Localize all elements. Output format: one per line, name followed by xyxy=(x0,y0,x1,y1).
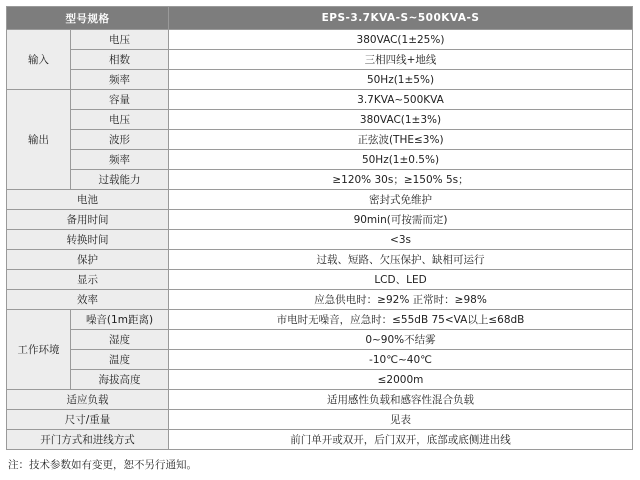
group-input: 输入 xyxy=(7,30,71,90)
row-label: 容量 xyxy=(71,90,169,110)
table-row xyxy=(7,30,633,50)
table-row xyxy=(7,390,633,410)
group-output: 输出 xyxy=(7,90,71,190)
table-row xyxy=(7,130,633,150)
row-value: 50Hz(1±5%) xyxy=(169,70,633,90)
table-row xyxy=(7,270,633,290)
row-value: 市电时无噪音，应急时：≤55dB 75<VA以上≤68dB xyxy=(169,310,633,330)
row-label: 过载能力 xyxy=(71,170,169,190)
table-row xyxy=(7,330,633,350)
row-value: 见表 xyxy=(169,410,633,430)
row-value: 适用感性负载和感容性混合负载 xyxy=(169,390,633,410)
row-label: 显示 xyxy=(7,270,169,290)
row-value: 90min(可按需而定) xyxy=(169,210,633,230)
table-row xyxy=(7,50,633,70)
table-row xyxy=(7,230,633,250)
row-label: 海拔高度 xyxy=(71,370,169,390)
table-row xyxy=(7,70,633,90)
row-label: 电压 xyxy=(71,110,169,130)
row-value: 密封式免维护 xyxy=(169,190,633,210)
row-label: 开门方式和进线方式 xyxy=(7,430,169,450)
table-row xyxy=(7,150,633,170)
table-row xyxy=(7,370,633,390)
table-row xyxy=(7,350,633,370)
table-row xyxy=(7,410,633,430)
row-value: 380VAC(1±3%) xyxy=(169,110,633,130)
row-label: 电压 xyxy=(71,30,169,50)
row-label: 频率 xyxy=(71,150,169,170)
footnote: 注：技术参数如有变更，恕不另行通知。 xyxy=(8,459,197,471)
row-value: ≥120% 30s；≥150% 5s； xyxy=(169,170,633,190)
row-label: 湿度 xyxy=(71,330,169,350)
row-value: 前门单开或双开，后门双开，底部或底侧进出线 xyxy=(169,430,633,450)
row-value: LCD、LED xyxy=(169,270,633,290)
table-header-row xyxy=(7,7,633,30)
row-value: 0~90%不结雾 xyxy=(169,330,633,350)
spec-table xyxy=(6,6,633,450)
group-environment: 工作环境 xyxy=(7,310,71,390)
row-label: 电池 xyxy=(7,190,169,210)
table-row xyxy=(7,190,633,210)
table-row xyxy=(7,210,633,230)
table-row xyxy=(7,90,633,110)
row-label: 备用时间 xyxy=(7,210,169,230)
table-row xyxy=(7,430,633,450)
model-label: 型号规格 xyxy=(7,7,169,30)
row-label: 适应负载 xyxy=(7,390,169,410)
table-row xyxy=(7,310,633,330)
row-label: 噪音(1m距离) xyxy=(71,310,169,330)
row-value: 应急供电时：≥92% 正常时：≥98% xyxy=(169,290,633,310)
row-value: <3s xyxy=(169,230,633,250)
table-row xyxy=(7,110,633,130)
row-label: 效率 xyxy=(7,290,169,310)
model-value: EPS-3.7KVA-S~500KVA-S xyxy=(169,7,633,30)
table-row xyxy=(7,170,633,190)
row-label: 相数 xyxy=(71,50,169,70)
row-value: 380VAC(1±25%) xyxy=(169,30,633,50)
row-label: 尺寸/重量 xyxy=(7,410,169,430)
table-row xyxy=(7,290,633,310)
row-value: 3.7KVA~500KVA xyxy=(169,90,633,110)
row-label: 转换时间 xyxy=(7,230,169,250)
row-value: 三相四线+地线 xyxy=(169,50,633,70)
row-value: ≤2000m xyxy=(169,370,633,390)
row-label: 保护 xyxy=(7,250,169,270)
row-label: 波形 xyxy=(71,130,169,150)
row-value: 50Hz(1±0.5%) xyxy=(169,150,633,170)
row-value: -10℃~40℃ xyxy=(169,350,633,370)
table-row xyxy=(7,250,633,270)
row-value: 过载、短路、欠压保护、缺相可运行 xyxy=(169,250,633,270)
row-value: 正弦波(THE≤3%) xyxy=(169,130,633,150)
row-label: 频率 xyxy=(71,70,169,90)
row-label: 温度 xyxy=(71,350,169,370)
